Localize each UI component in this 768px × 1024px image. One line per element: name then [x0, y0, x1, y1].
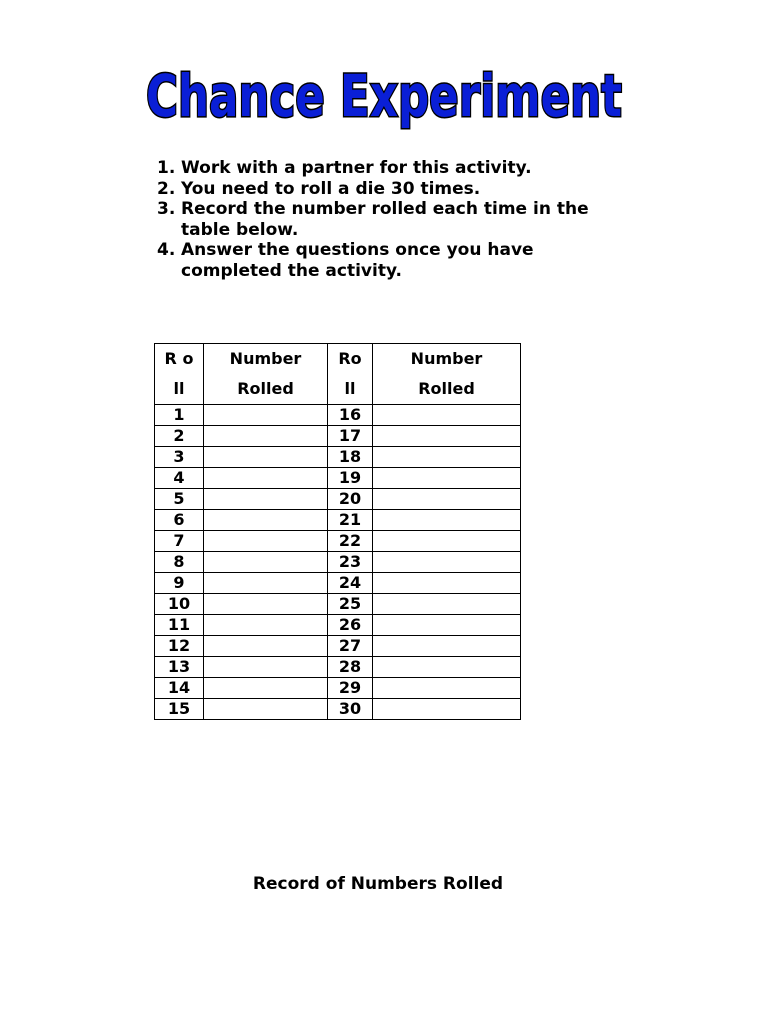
- instruction-text: Record the number rolled each time in the table below.: [181, 199, 589, 240]
- instruction-item: [157, 179, 617, 200]
- instruction-text: Work with a partner for this activity.: [181, 158, 532, 178]
- number-rolled-cell[interactable]: [204, 552, 328, 573]
- number-rolled-cell[interactable]: [373, 552, 521, 573]
- table-row: [155, 636, 521, 657]
- roll-number-cell: 30: [328, 699, 373, 720]
- number-rolled-cell[interactable]: [204, 405, 328, 426]
- roll-number-cell: 17: [328, 426, 373, 447]
- roll-number-cell: 12: [155, 636, 204, 657]
- table-row: [155, 552, 521, 573]
- number-rolled-cell[interactable]: [204, 636, 328, 657]
- number-rolled-cell[interactable]: [373, 657, 521, 678]
- table-row: [155, 531, 521, 552]
- table-row: [155, 699, 521, 720]
- instruction-text: Answer the questions once you have completed the activity.: [181, 240, 534, 281]
- number-rolled-cell[interactable]: [373, 468, 521, 489]
- table-row: [155, 426, 521, 447]
- roll-number-cell: 28: [328, 657, 373, 678]
- roll-number-cell: 20: [328, 489, 373, 510]
- instruction-number: 3.: [157, 199, 176, 219]
- roll-number-cell: 21: [328, 510, 373, 531]
- page-title-wordart: [124, 58, 644, 138]
- roll-number-cell: 8: [155, 552, 204, 573]
- number-rolled-cell[interactable]: [373, 699, 521, 720]
- header-number-rolled-right: [373, 344, 521, 405]
- table-row: [155, 594, 521, 615]
- number-rolled-cell[interactable]: [373, 447, 521, 468]
- number-rolled-cell[interactable]: [204, 468, 328, 489]
- roll-number-cell: 14: [155, 678, 204, 699]
- table-row: [155, 678, 521, 699]
- table-header-row: [155, 344, 521, 405]
- instruction-item: [157, 158, 617, 179]
- instruction-item: [157, 240, 617, 281]
- roll-number-cell: 9: [155, 573, 204, 594]
- roll-number-cell: 1: [155, 405, 204, 426]
- roll-number-cell: 24: [328, 573, 373, 594]
- number-rolled-cell[interactable]: [373, 615, 521, 636]
- roll-number-cell: 29: [328, 678, 373, 699]
- table-row: [155, 405, 521, 426]
- number-rolled-cell[interactable]: [204, 447, 328, 468]
- roll-number-cell: 27: [328, 636, 373, 657]
- instruction-number: 1.: [157, 158, 176, 178]
- number-rolled-cell[interactable]: [373, 489, 521, 510]
- roll-number-cell: 22: [328, 531, 373, 552]
- page-title-text: Chance Experiment: [146, 62, 622, 130]
- header-number-rolled-left: [204, 344, 328, 405]
- number-rolled-cell[interactable]: [373, 594, 521, 615]
- instruction-number: 4.: [157, 240, 176, 260]
- instruction-number: 2.: [157, 178, 176, 199]
- number-rolled-cell[interactable]: [373, 510, 521, 531]
- table-row: [155, 489, 521, 510]
- roll-number-cell: 23: [328, 552, 373, 573]
- roll-number-cell: 26: [328, 615, 373, 636]
- number-rolled-cell[interactable]: [204, 594, 328, 615]
- header-roll-right: [328, 344, 373, 405]
- table-row: [155, 447, 521, 468]
- number-rolled-cell[interactable]: [204, 615, 328, 636]
- table-row: [155, 468, 521, 489]
- table-row: [155, 657, 521, 678]
- table-caption: Record of Numbers Rolled: [252, 874, 504, 894]
- number-rolled-cell[interactable]: [373, 573, 521, 594]
- number-rolled-cell[interactable]: [204, 699, 328, 720]
- number-rolled-cell[interactable]: [204, 573, 328, 594]
- table-row: [155, 510, 521, 531]
- roll-number-cell: 4: [155, 468, 204, 489]
- number-rolled-cell[interactable]: [373, 405, 521, 426]
- number-rolled-cell[interactable]: [373, 636, 521, 657]
- roll-number-cell: 10: [155, 594, 204, 615]
- number-rolled-cell[interactable]: [204, 531, 328, 552]
- roll-number-cell: 13: [155, 657, 204, 678]
- roll-number-cell: 6: [155, 510, 204, 531]
- roll-number-cell: 11: [155, 615, 204, 636]
- roll-number-cell: 16: [328, 405, 373, 426]
- roll-number-cell: 5: [155, 489, 204, 510]
- table-body: [155, 405, 521, 720]
- roll-number-cell: 19: [328, 468, 373, 489]
- header-roll-left: [155, 344, 204, 405]
- roll-number-cell: 7: [155, 531, 204, 552]
- number-rolled-cell[interactable]: [204, 657, 328, 678]
- instructions-list: [157, 158, 617, 281]
- number-rolled-cell[interactable]: [373, 426, 521, 447]
- roll-number-cell: 3: [155, 447, 204, 468]
- instruction-text: You need to roll a die 30 times.: [181, 178, 481, 199]
- instruction-item: [157, 199, 617, 240]
- table-row: [155, 615, 521, 636]
- roll-record-table: [154, 343, 521, 720]
- header-number-rolled-left-label: Number Rolled: [229, 349, 302, 398]
- number-rolled-cell[interactable]: [373, 531, 521, 552]
- number-rolled-cell[interactable]: [204, 678, 328, 699]
- roll-number-cell: 2: [155, 426, 204, 447]
- number-rolled-cell[interactable]: [204, 426, 328, 447]
- number-rolled-cell[interactable]: [373, 678, 521, 699]
- title-area: [0, 58, 768, 138]
- number-rolled-cell[interactable]: [204, 489, 328, 510]
- header-number-rolled-right-label: Number Rolled: [410, 349, 483, 398]
- number-rolled-cell[interactable]: [204, 510, 328, 531]
- header-roll-right-label: Ro ll: [338, 349, 362, 398]
- page-title: [0, 58, 768, 138]
- roll-number-cell: 15: [155, 699, 204, 720]
- roll-number-cell: 18: [328, 447, 373, 468]
- table-row: [155, 573, 521, 594]
- roll-number-cell: 25: [328, 594, 373, 615]
- header-roll-left-label: R oll: [164, 349, 194, 398]
